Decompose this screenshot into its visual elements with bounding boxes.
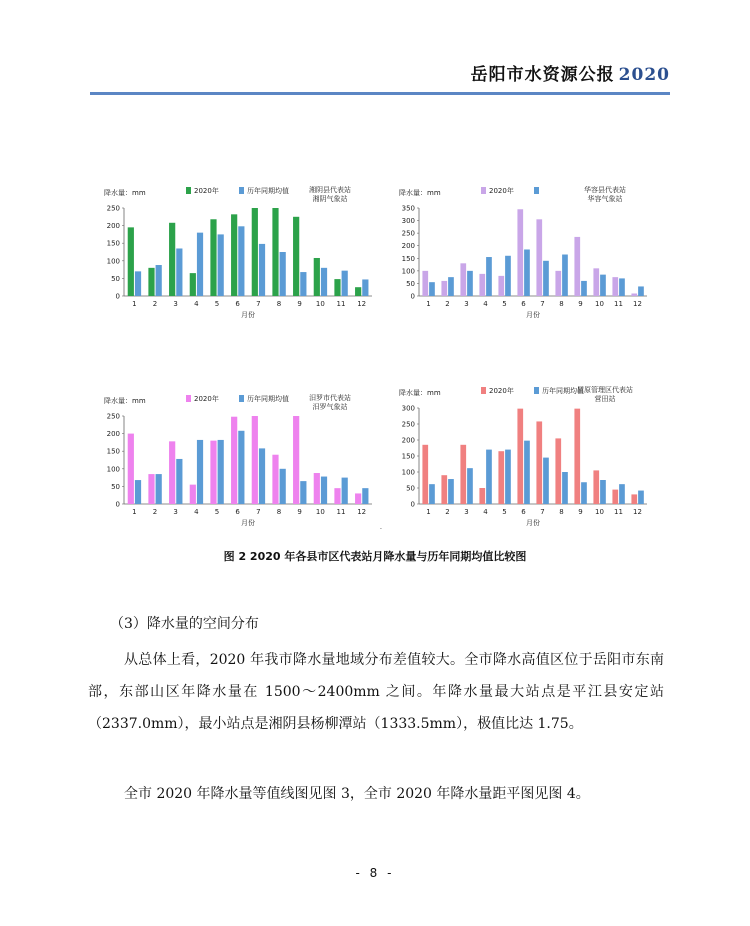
y-tick-label: 250	[401, 229, 415, 238]
bar	[574, 409, 580, 504]
station-label: 华容县代表站	[584, 186, 626, 194]
x-tick-label: 12	[633, 300, 642, 308]
header-year: 2020	[618, 65, 670, 85]
bar	[252, 208, 258, 296]
bar	[593, 268, 599, 296]
bar	[479, 488, 485, 504]
x-tick-label: 1	[426, 300, 431, 308]
x-axis-label: 月份	[241, 519, 255, 527]
station-label: 湘阴县代表站	[309, 186, 351, 194]
bar	[362, 488, 368, 504]
x-tick-label: 10	[315, 300, 325, 308]
y-tick-label: 100	[106, 465, 120, 474]
x-tick-label: 5	[502, 508, 507, 516]
bar	[362, 279, 368, 296]
legend-label: 2020年	[489, 187, 514, 195]
x-tick-label: 4	[483, 300, 488, 308]
bar	[448, 479, 454, 504]
bar	[190, 485, 196, 504]
bar	[218, 234, 224, 296]
bar	[479, 274, 485, 296]
x-tick-label: 4	[194, 508, 199, 516]
bar	[238, 431, 244, 504]
bar	[190, 273, 196, 296]
paragraph-1: 从总体上看，2020 年我市降水量地域分布差值较大。全市降水高值区位于岳阳市东南部，东部山区年降水量在 1500～2400mm 之间。年降水量最大站点是平江县安定站（2337.0mm），最小站点是湘阴县杨柳潭站（1333.5mm），极值比达 1.75。	[88, 652, 664, 732]
x-tick-label: 7	[256, 508, 261, 516]
x-tick-label: 6	[235, 508, 240, 516]
paragraph-2: 全市 2020 年降水量等值线图见图 3，全市 2020 年降水量距平图见图 4。	[124, 786, 590, 802]
bar	[429, 282, 435, 296]
y-tick-label: 150	[106, 447, 120, 456]
legend-swatch	[481, 387, 486, 394]
legend-label: 2020年	[194, 187, 219, 195]
x-tick-label: 11	[614, 508, 623, 516]
y-tick-label: 100	[106, 257, 120, 266]
legend-swatch	[534, 387, 539, 394]
legend-swatch	[481, 187, 486, 194]
bar	[638, 286, 644, 296]
y-tick-label: 50	[111, 482, 120, 491]
bar	[505, 450, 511, 504]
bar	[600, 480, 606, 504]
y-tick-label: 200	[106, 222, 120, 231]
x-tick-label: 12	[633, 508, 642, 516]
station-label: 华容气象站	[587, 195, 623, 203]
bar	[543, 261, 549, 296]
x-tick-label: 10	[595, 300, 604, 308]
x-axis-label: 月份	[526, 519, 540, 527]
bar	[536, 219, 542, 296]
x-tick-label: 7	[540, 508, 545, 516]
bar	[619, 484, 625, 504]
bar	[314, 258, 320, 296]
x-tick-label: 5	[214, 508, 220, 516]
x-tick-label: 3	[173, 300, 178, 308]
legend-label: 历年同期均值	[542, 387, 584, 395]
legend-label: 2020年	[194, 395, 219, 403]
y-tick-label: 250	[106, 204, 120, 213]
bar	[555, 271, 561, 296]
bar	[638, 491, 644, 504]
chart-xiangyin	[100, 182, 380, 322]
y-tick-label: 150	[401, 254, 415, 263]
x-tick-label: 9	[578, 508, 583, 516]
x-tick-label: 3	[173, 508, 178, 516]
x-tick-label: 5	[502, 300, 507, 308]
bar	[600, 275, 606, 296]
y-tick-label: 200	[106, 430, 120, 439]
y-tick-label: 300	[401, 404, 415, 413]
chart-svg	[100, 390, 380, 530]
y-tick-label: 0	[410, 500, 415, 509]
bar	[176, 248, 182, 296]
bar	[631, 293, 637, 296]
bar	[342, 271, 348, 296]
bar	[156, 474, 162, 504]
x-tick-label: 7	[540, 300, 545, 308]
station-label: 湘阴气象站	[312, 195, 348, 203]
bar	[581, 482, 587, 504]
chart-huarong	[395, 182, 655, 322]
bar	[441, 281, 447, 296]
bar	[486, 257, 492, 296]
bar	[581, 281, 587, 296]
y-tick-label: 150	[401, 452, 415, 461]
bar	[252, 416, 258, 504]
x-tick-label: 6	[521, 300, 526, 308]
bar	[156, 265, 162, 296]
bar	[524, 441, 530, 504]
y-tick-label: 50	[406, 484, 415, 493]
bar	[422, 271, 428, 296]
bar	[148, 474, 154, 504]
legend-swatch	[534, 187, 539, 194]
bar	[218, 440, 224, 504]
x-tick-label: 8	[276, 300, 282, 308]
legend-swatch	[186, 395, 191, 402]
bar	[148, 268, 154, 296]
legend-swatch	[239, 187, 244, 194]
x-tick-label: 9	[297, 508, 302, 516]
bar	[169, 441, 175, 504]
bar	[631, 494, 637, 504]
y-tick-label: 250	[401, 420, 415, 429]
header-title-text: 岳阳市水资源公报	[470, 65, 615, 85]
bar	[280, 469, 286, 504]
chart-svg	[100, 182, 380, 322]
bar	[498, 276, 504, 296]
y-tick-label: 150	[106, 239, 120, 248]
bar	[334, 279, 340, 296]
x-tick-label: 3	[464, 508, 469, 516]
legend-swatch	[186, 187, 191, 194]
x-tick-label: 11	[336, 508, 346, 516]
bar	[448, 277, 454, 296]
x-tick-label: 11	[614, 300, 623, 308]
bar	[197, 233, 203, 296]
x-tick-label: 8	[559, 300, 564, 308]
x-axis-label: 月份	[241, 311, 255, 319]
y-axis-label: 降水量：mm	[399, 189, 441, 197]
bar	[128, 434, 134, 504]
x-tick-label: 7	[256, 300, 261, 308]
bar	[210, 441, 216, 504]
station-label: 营田站	[594, 395, 616, 403]
x-tick-label: 12	[357, 508, 367, 516]
y-tick-label: 0	[115, 500, 120, 509]
bar	[314, 473, 320, 504]
bar	[517, 209, 523, 296]
bar	[169, 223, 175, 296]
station-label: 汨罗气象站	[312, 403, 348, 411]
bar	[197, 440, 203, 504]
x-tick-label: 2	[152, 508, 158, 516]
bar	[441, 475, 447, 504]
legend-label: 历年同期均值	[247, 395, 289, 403]
section-heading: （3）降水量的空间分布	[110, 616, 259, 632]
x-tick-label: 12	[357, 300, 367, 308]
x-tick-label: 11	[336, 300, 346, 308]
y-tick-label: 100	[401, 267, 415, 276]
x-tick-label: 9	[578, 300, 583, 308]
x-tick-label: 4	[194, 300, 199, 308]
x-tick-label: 1	[132, 300, 137, 308]
x-tick-label: 2	[445, 508, 450, 516]
station-label: 屈原管理区代表站	[577, 386, 633, 394]
bar	[128, 227, 134, 296]
y-tick-label: 50	[111, 274, 120, 283]
y-tick-label: 200	[401, 436, 415, 445]
legend-label: 2020年	[489, 387, 514, 395]
page-header	[90, 60, 670, 94]
y-tick-label: 350	[401, 204, 415, 213]
chart-svg	[395, 382, 655, 530]
bar	[619, 278, 625, 296]
bar	[612, 490, 618, 504]
x-tick-label: 8	[276, 508, 282, 516]
bar	[210, 219, 216, 296]
bar	[293, 416, 299, 504]
bar	[238, 226, 244, 296]
x-tick-label: 1	[132, 508, 137, 516]
bar	[555, 438, 561, 504]
y-tick-label: 250	[106, 412, 120, 421]
bar	[486, 450, 492, 504]
bar	[300, 272, 306, 296]
bar	[272, 208, 278, 296]
page-number: - 8 -	[355, 866, 395, 880]
bar	[574, 237, 580, 296]
x-tick-label: 6	[521, 508, 526, 516]
y-tick-label: 300	[401, 217, 415, 226]
header-rule	[90, 92, 670, 95]
bar	[293, 217, 299, 296]
y-tick-label: 100	[401, 468, 415, 477]
bar	[355, 493, 361, 504]
x-tick-label: 6	[235, 300, 240, 308]
bar	[231, 214, 237, 296]
chart-quyuan	[395, 382, 655, 530]
bar	[280, 252, 286, 296]
x-tick-label: 4	[483, 508, 488, 516]
bar	[135, 480, 141, 504]
x-tick-label: 10	[595, 508, 604, 516]
chart-svg	[395, 182, 655, 322]
y-tick-label: 0	[410, 292, 415, 301]
bar	[342, 478, 348, 504]
bar	[334, 488, 340, 504]
bar	[321, 268, 327, 296]
bar	[259, 448, 265, 504]
x-tick-label: 9	[297, 300, 302, 308]
bar	[460, 445, 466, 504]
stray-dot: .	[380, 524, 382, 531]
bar	[498, 451, 504, 504]
bar	[543, 458, 549, 504]
y-tick-label: 50	[406, 279, 415, 288]
bar	[593, 470, 599, 504]
figure-caption: 图 2 2020 年各县市区代表站月降水量与历年同期均值比较图	[223, 550, 527, 563]
x-tick-label: 5	[214, 300, 220, 308]
bar	[231, 417, 237, 504]
station-label: 汨罗市代表站	[309, 394, 351, 402]
x-tick-label: 2	[152, 300, 158, 308]
bar	[524, 249, 530, 296]
bar	[355, 287, 361, 296]
bar	[505, 256, 511, 296]
x-tick-label: 8	[559, 508, 564, 516]
bar	[612, 277, 618, 296]
y-axis-label: 降水量：mm	[104, 189, 146, 197]
x-tick-label: 2	[445, 300, 450, 308]
bar	[259, 244, 265, 296]
y-tick-label: 200	[401, 242, 415, 251]
x-tick-label: 3	[464, 300, 469, 308]
bar	[460, 263, 466, 296]
y-axis-label: 降水量：mm	[104, 397, 146, 405]
bar	[272, 455, 278, 504]
bar	[176, 459, 182, 504]
bar	[135, 271, 141, 296]
chart-miluo	[100, 390, 380, 530]
bar	[517, 409, 523, 504]
x-tick-label: 1	[426, 508, 431, 516]
bar	[562, 472, 568, 504]
bar	[300, 481, 306, 504]
bar	[562, 255, 568, 296]
bar	[422, 445, 428, 504]
bar	[429, 484, 435, 504]
y-axis-label: 降水量：mm	[399, 389, 441, 397]
header-title	[471, 60, 670, 85]
x-axis-label: 月份	[526, 311, 540, 319]
legend-label: 历年同期均值	[247, 187, 289, 195]
bar	[467, 468, 473, 504]
bar	[467, 271, 473, 296]
y-tick-label: 0	[115, 292, 120, 301]
bar	[321, 477, 327, 504]
legend-swatch	[239, 395, 244, 402]
x-tick-label: 10	[315, 508, 325, 516]
bar	[536, 421, 542, 504]
